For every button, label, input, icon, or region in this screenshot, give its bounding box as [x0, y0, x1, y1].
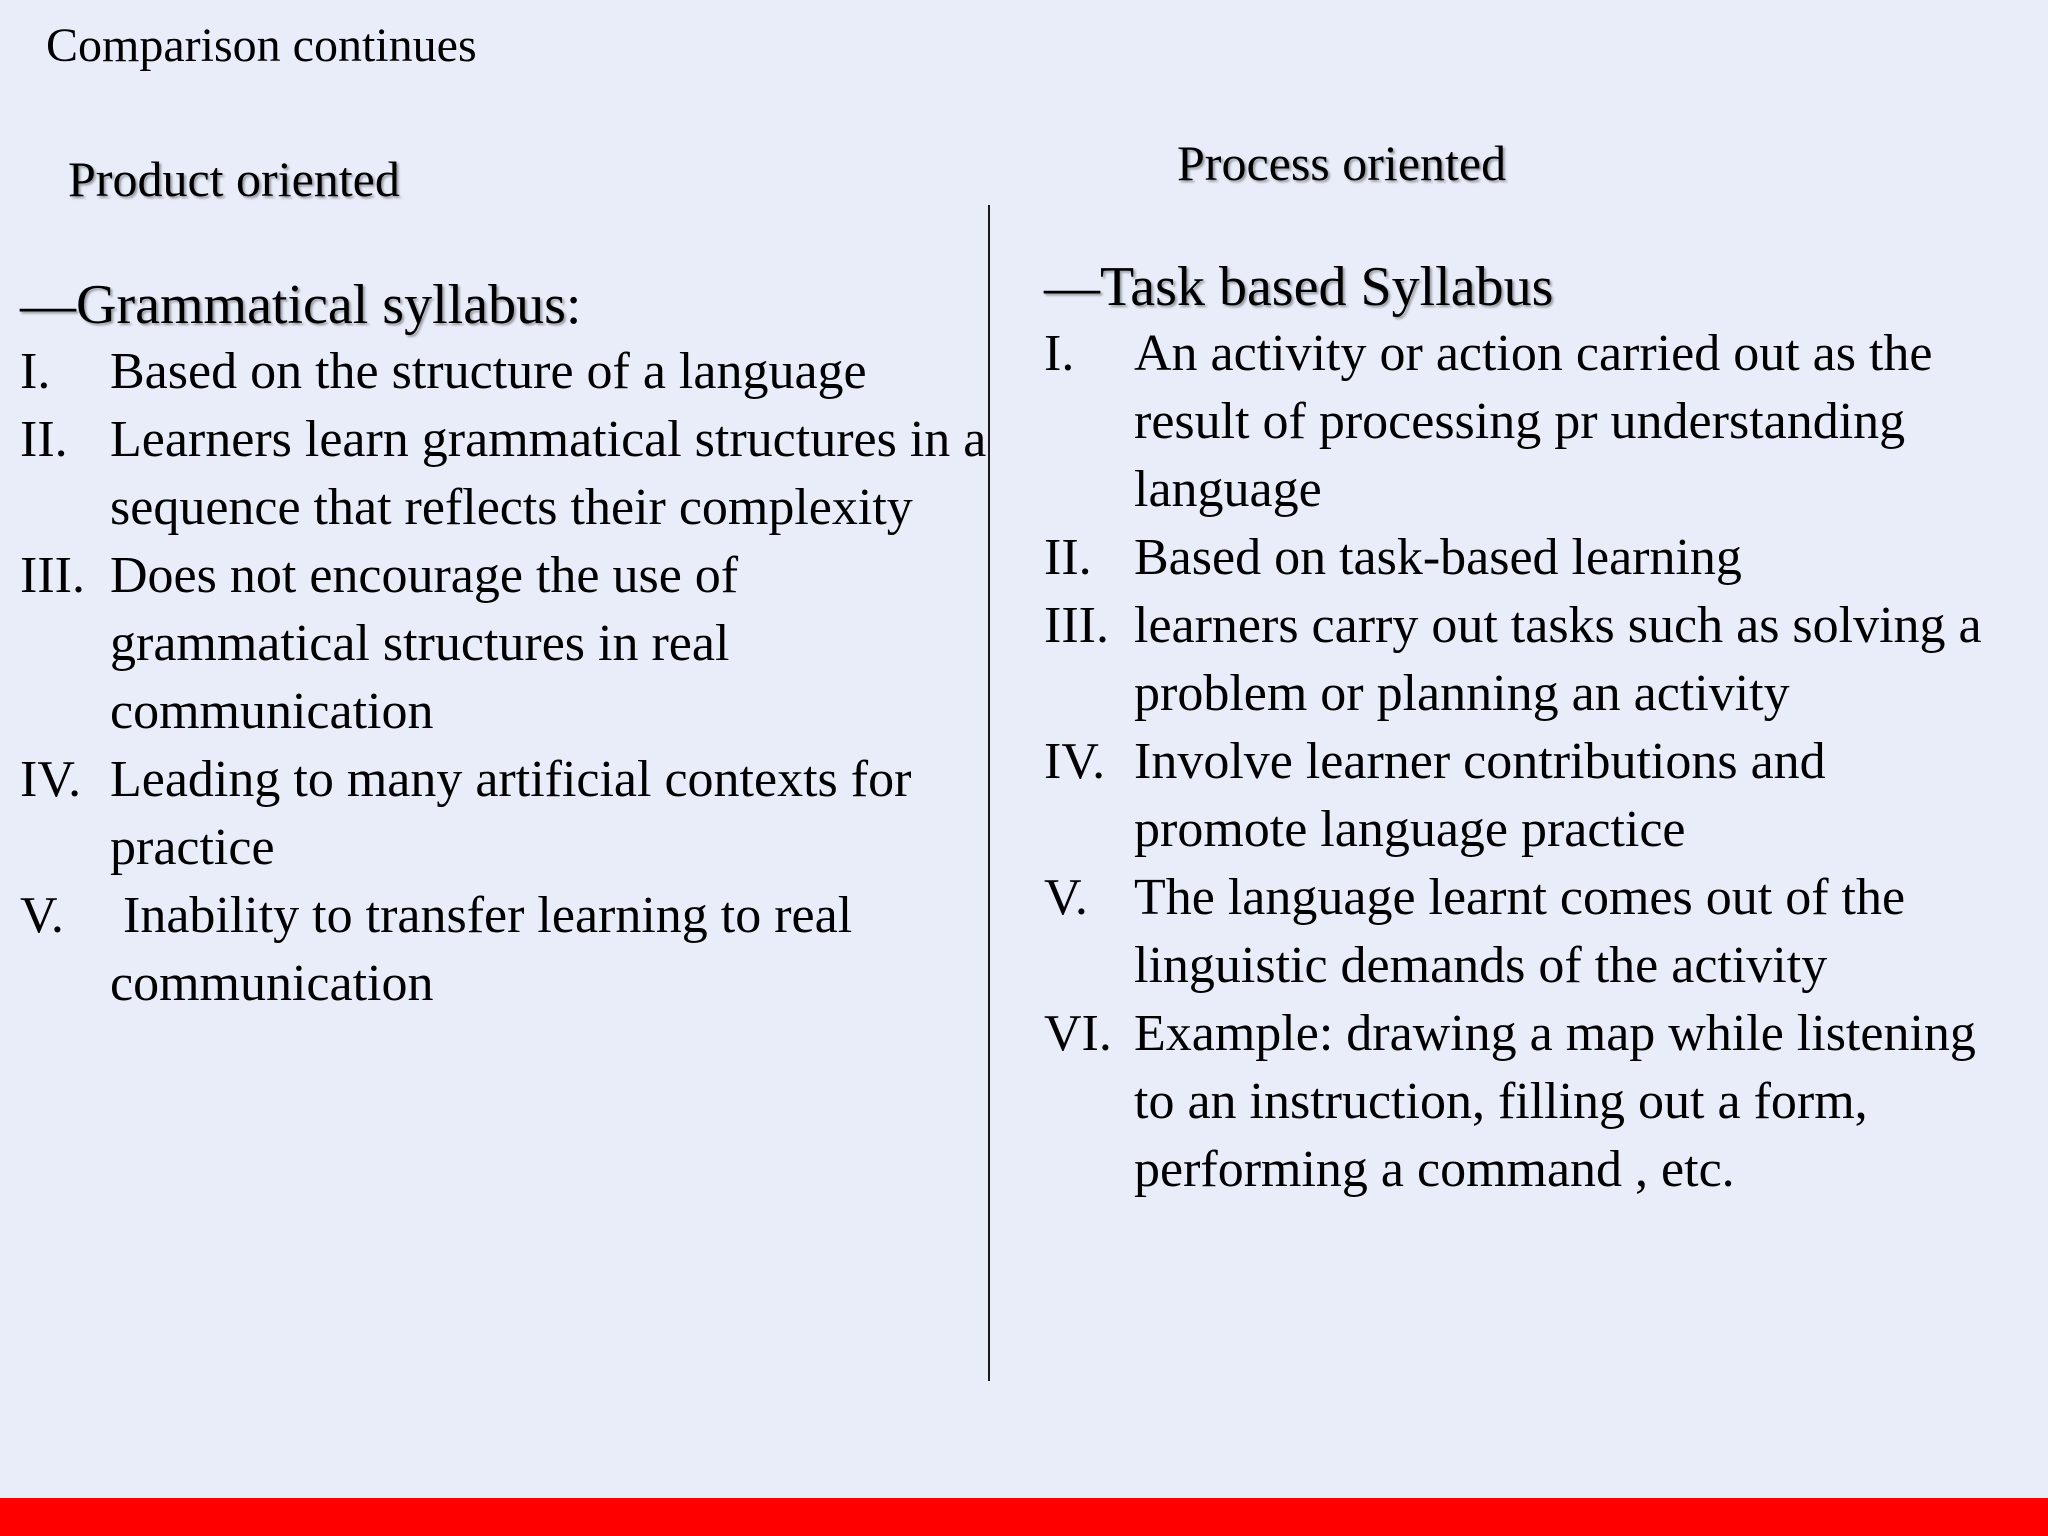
section-title-text: Grammatical syllabus	[76, 274, 566, 336]
list-number: VI.	[1044, 1005, 1112, 1062]
section-dash: —	[20, 274, 76, 336]
list-text: learners carry out tasks such as solving a problem or planning an activity	[1134, 597, 1982, 722]
product-oriented-column	[20, 272, 988, 1018]
list-number: V.	[20, 887, 64, 944]
list-number: III.	[20, 547, 85, 604]
column-divider	[988, 205, 990, 1381]
list-number: II.	[20, 411, 68, 468]
list-text: Leading to many artificial contexts for practice	[110, 751, 912, 876]
grammatical-syllabus-title	[20, 272, 988, 338]
section-colon: :	[565, 274, 582, 336]
list-item	[20, 338, 988, 406]
list-text: Learners learn grammatical structures in a sequence that reflects their complexity	[110, 411, 987, 536]
grammatical-syllabus-list	[20, 338, 988, 1018]
list-number: I.	[20, 343, 51, 400]
process-oriented-heading: Process oriented	[1177, 135, 1507, 191]
list-item	[1044, 524, 2004, 592]
list-item	[1044, 592, 2004, 728]
footer-accent-bar	[0, 1498, 2048, 1536]
list-number: II.	[1044, 529, 1092, 586]
list-item	[1044, 864, 2004, 1000]
list-item	[20, 746, 988, 882]
list-text: Inability to transfer learning to real communication	[110, 887, 866, 1012]
list-item	[20, 542, 988, 746]
list-item	[1044, 320, 2004, 524]
list-number: V.	[1044, 869, 1088, 926]
list-number: I.	[1044, 325, 1075, 382]
list-text: The language learnt comes out of the linguistic demands of the activity	[1134, 869, 1906, 994]
section-dash: —	[1044, 256, 1100, 318]
list-text: Based on the structure of a language	[110, 343, 867, 400]
list-number: IV.	[1044, 733, 1106, 790]
list-item	[20, 882, 988, 1018]
list-item	[1044, 1000, 2004, 1204]
list-text: Involve learner contributions and promote language practice	[1134, 733, 1826, 858]
slide-title: Comparison continues	[46, 19, 477, 72]
list-item	[20, 406, 988, 542]
list-item	[1044, 728, 2004, 864]
task-based-syllabus-list	[1044, 320, 2004, 1204]
list-text: An activity or action carried out as the result of processing pr understanding language	[1134, 325, 1933, 518]
list-text: Example: drawing a map while listening to an instruction, filling out a form, performing a command , etc.	[1134, 1005, 1976, 1198]
list-text: Does not encourage the use of grammatical structures in real communication	[110, 547, 739, 740]
section-title-text: Task based Syllabus	[1100, 256, 1554, 318]
task-based-syllabus-title	[1044, 254, 2004, 320]
product-oriented-heading: Product oriented	[68, 151, 400, 207]
list-number: IV.	[20, 751, 82, 808]
process-oriented-column	[1044, 254, 2004, 1204]
list-number: III.	[1044, 597, 1109, 654]
list-text: Based on task-based learning	[1134, 529, 1742, 586]
